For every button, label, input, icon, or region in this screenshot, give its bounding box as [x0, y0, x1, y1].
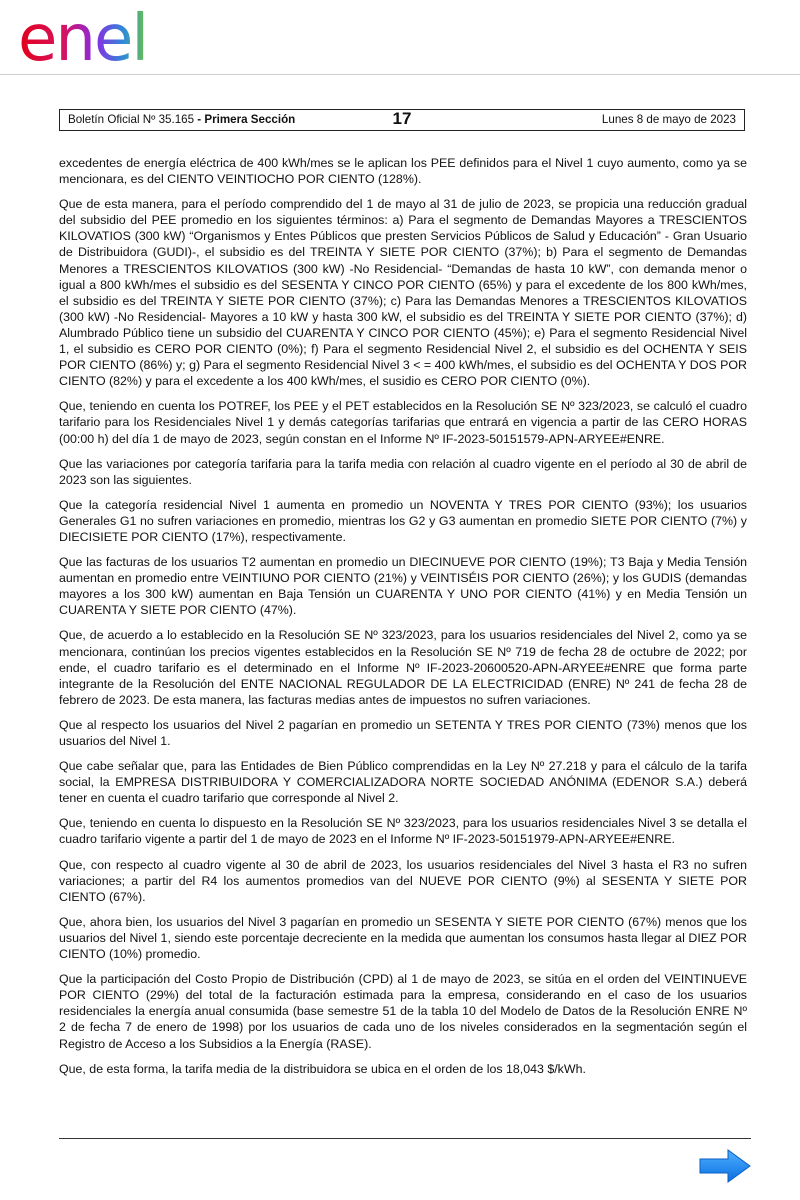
bulletin-header: [59, 109, 745, 131]
paragraph: Que las variaciones por categoría tarifaria para la tarifa media con relación al cuadro vigente en el período al 30 de abril de 2023 son las siguientes.: [59, 456, 747, 487]
top-divider: [0, 74, 800, 75]
paragraph: Que, de acuerdo a lo establecido en la Resolución SE Nº 323/2023, para los usuarios residenciales del Nivel 2, como ya se mencionara, continúan los precios vigentes establecidos en la Resolución SE Nº 719 de fecha 28 de octubre de 2022; por ende, el cuadro tarifario es el determinado en el Informe Nº IF-2023-20600520-APN-ARYEE#ENRE que forma parte integrante de la Resolución del ENTE NACIONAL REGULADOR DE LA ELECTRICIDAD (ENRE) Nº 241 de fecha 28 de febrero de 2023. De esta manera, las facturas medias antes de impuestos no sufren variaciones.: [59, 628, 747, 707]
paragraph: excedentes de energía eléctrica de 400 kWh/mes se le aplican los PEE definidos para el Nivel 1 cuyo aumento, como ya se mencionara, es del CIENTO VEINTIOCHO POR CIENTO (128%).: [59, 156, 747, 187]
enel-logo: [18, 4, 188, 70]
paragraph: Que, teniendo en cuenta lo dispuesto en la Resolución SE Nº 323/2023, para los usuarios residenciales Nivel 3 se detalla el cuadro tarifario vigente a partir del 1 de mayo de 2023 en el Informe Nº IF-2023-50151979-APN-ARYEE#ENRE.: [59, 816, 747, 847]
bottom-divider: [59, 1138, 751, 1139]
paragraph: Que, ahora bien, los usuarios del Nivel 3 pagarían en promedio un SESENTA Y SIETE POR CIENTO (67%) menos que los usuarios del Nivel 1, siendo este porcentaje decreciente en la medida que aumentan los consumos hasta llegar al DIEZ POR CIENTO (10%) promedio.: [59, 914, 747, 962]
paragraph: Que de esta manera, para el período comprendido del 1 de mayo al 31 de julio de 2023, se propicia una reducción gradual del subsidio del PEE promedio en los siguientes términos: a) Para el segmento de Demandas Mayores a TRESCIENTOS KILOVATIOS (300 kW) “Organismos y Entes Públicos que presten Servicios Públicos de Salud y Educación” - Gran Usuario de Distribuidora (GUDI)-, el subsidio es del TREINTA Y SIETE POR CIENTO (37%); b) Para el segmento de Demandas Menores a TRESCIENTOS KILOVATIOS (300 kW) -No Residencial- “Demandas de hasta 10 kW”, con demanda menor o igual a 800 kWh/mes el subsidio es del SESENTA Y CINCO POR CIENTO (65%) y para el excedente de los 800 kWh/mes, el subsidio es del TREINTA Y SIETE POR CIENTO (37%); c) Para las Demandas Menores a TRESCIENTOS KILOVATIOS (300 kW) -No Residencial- Mayores a 10 kW y hasta 300 kW, el subsidio es del TREINTA Y SIETE POR CIENTO (37%); d) Alumbrado Público tiene un subsidio del CUARENTA Y CINCO POR CIENTO (45%); e) Para el segmento Residencial Nivel 1, el subsidio es CERO POR CIENTO (0%); f) Para el segmento Residencial Nivel 2, el subsidio es del OCHENTA Y SEIS POR CIENTO (86%) y; g) Para el segmento Residencial Nivel 3 < = 400 kWh/mes, el subsidio es del OCHENTA Y DOS POR CIENTO (82%) y para el excedente a los 400 kWh/mes, el susidio es CERO POR CIENTO (0%).: [59, 197, 747, 389]
paragraph: Que, teniendo en cuenta los POTREF, los PEE y el PET establecidos en la Resolución SE Nº 323/2023, se calculó el cuadro tarifario para los Residenciales Nivel 1 y demás categorías tarifarias que entrará en vigencia a partir de las CERO HORAS (00:00 h) del día 1 de mayo de 2023, según constan en el Informe Nº IF-2023-50151579-APN-ARYEE#ENRE.: [59, 399, 747, 446]
publication-label: Boletín Oficial Nº 35.165 - Primera Sección: [68, 113, 296, 126]
arrow-right-icon[interactable]: [698, 1148, 752, 1184]
document-body: [59, 155, 747, 1086]
page-number: 17: [392, 109, 412, 128]
paragraph: Que la participación del Costo Propio de Distribución (CPD) al 1 de mayo de 2023, se sitúa en el orden del VEINTINUEVE POR CIENTO (29%) del total de la facturación estimada para la empresa, considerando en el caso de los usuarios residenciales la energía anual consumida (base semestre 51 de la tabla 10 del Modelo de Datos de la Resolución ENRE Nº 2 de fecha 7 de enero de 1998) por los usuarios de cada uno de los niveles considerados en la segmentación según el Registro de Acceso a los Subsidios a la Energía (RASE).: [59, 972, 747, 1051]
paragraph: Que las facturas de los usuarios T2 aumentan en promedio un DIECINUEVE POR CIENTO (19%); T3 Baja y Media Tensión aumentan en promedio entre VEINTIUNO POR CIENTO (21%) y VEINTISÉIS POR CIENTO (26%); y los GUDIS (demandas mayores a los 300 kW) aumentan en Baja Tensión un CUARENTA Y UNO POR CIENTO (41%) y en Media Tensión un CUARENTA Y SIETE POR CIENTO (47%).: [59, 555, 747, 618]
publication-date: Lunes 8 de mayo de 2023: [601, 113, 736, 126]
paragraph: Que, con respecto al cuadro vigente al 30 de abril de 2023, los usuarios residenciales del Nivel 3 hasta el R3 no sufren variaciones; a partir del R4 los aumentos promedios van del NUEVE POR CIENTO (9%) al SESENTA Y SIETE POR CIENTO (67%).: [59, 857, 747, 904]
paragraph: Que, de esta forma, la tarifa media de la distribuidora se ubica en el orden de los 18,043 $/kWh.: [59, 1061, 586, 1076]
paragraph: Que al respecto los usuarios del Nivel 2 pagarían en promedio un SETENTA Y TRES POR CIENTO (73%) menos que los usuarios del Nivel 1.: [59, 717, 747, 748]
paragraph: Que cabe señalar que, para las Entidades de Bien Público comprendidas en la Ley Nº 27.218 y para el cálculo de la tarifa social, la EMPRESA DISTRIBUIDORA Y COMERCIALIZADORA NORTE SOCIEDAD ANÓNIMA (EDENOR S.A.) deberá tener en cuenta el cuadro tarifario que corresponde al Nivel 2.: [59, 759, 747, 806]
paragraph: Que la categoría residencial Nivel 1 aumenta en promedio un NOVENTA Y TRES POR CIENTO (93%); los usuarios Generales G1 no sufren variaciones en promedio, mientras los G2 y G3 aumentan en promedio SIETE POR CIENTO (7%) y DIECISIETE POR CIENTO (17%), respectivamente.: [59, 497, 747, 544]
svg-text:enel: enel: [18, 4, 148, 70]
